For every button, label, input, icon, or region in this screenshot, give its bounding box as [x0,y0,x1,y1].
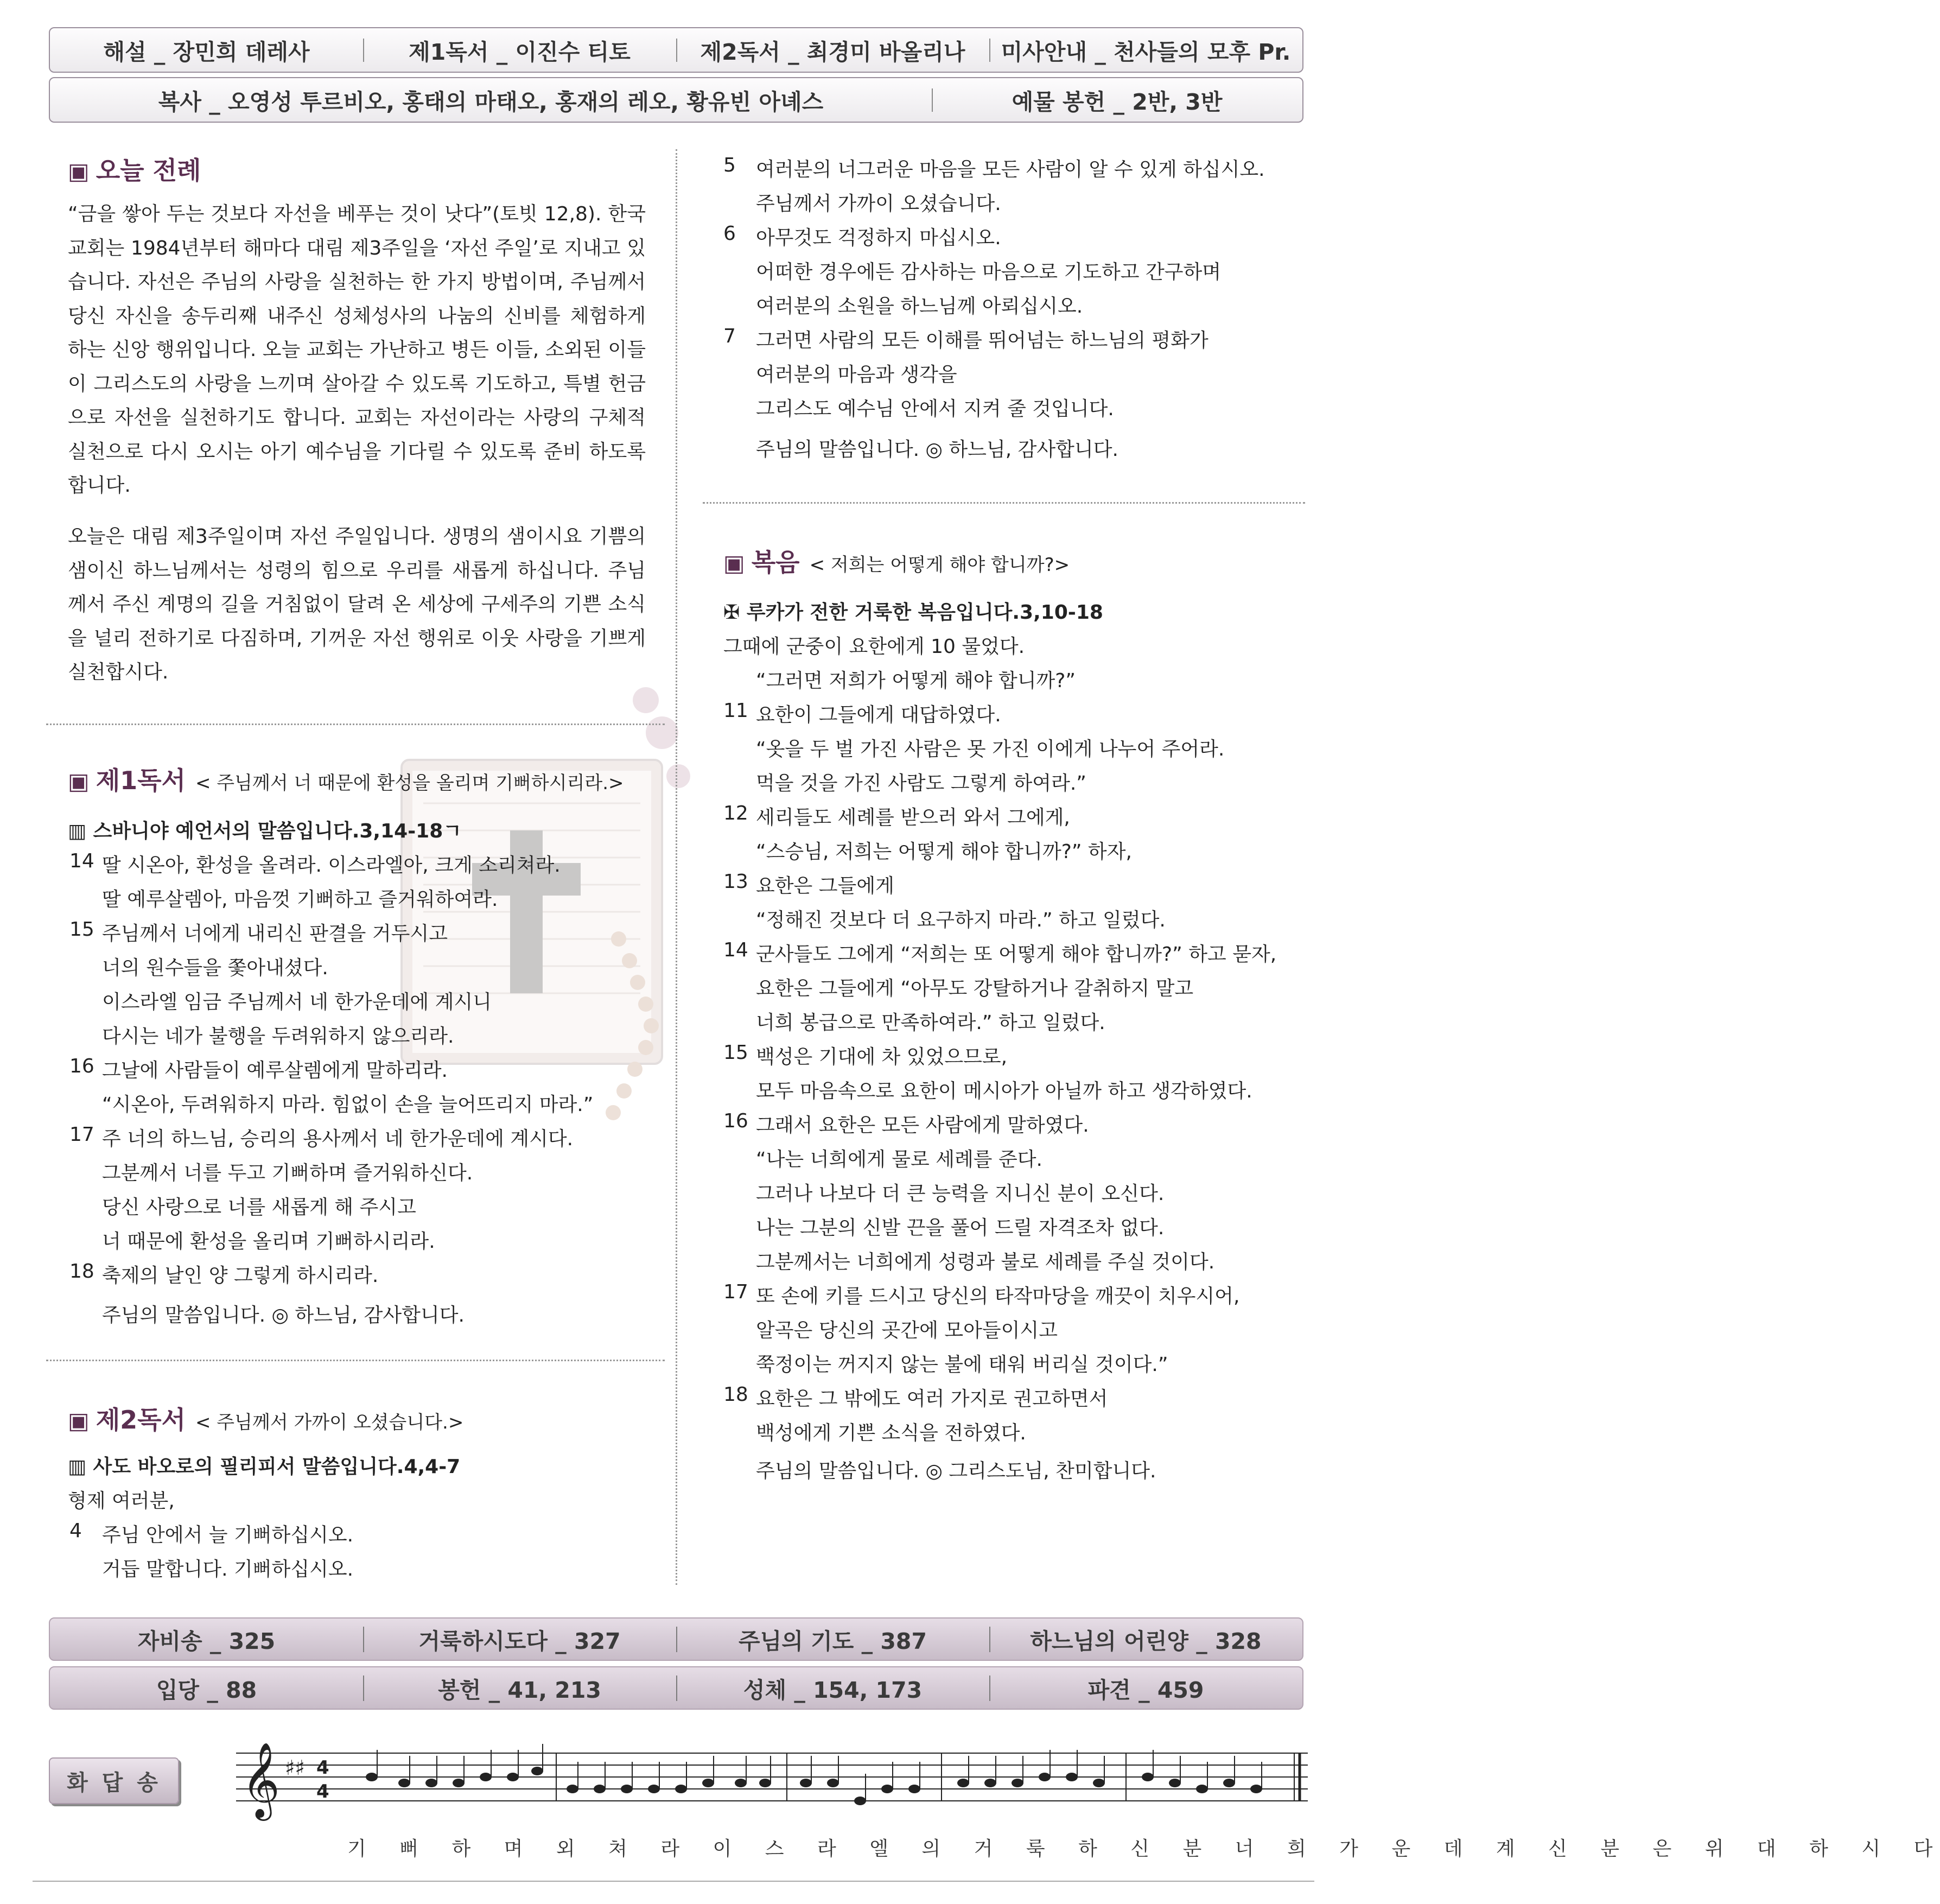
verse-text: 그날에 사람들이 예루살렘에게 말하리라. [102,1059,448,1082]
verse-text: “정해진 것보다 더 요구하지 마라.” 하고 일렀다. [756,909,1166,931]
note-head [881,1785,893,1793]
note-head [702,1779,714,1787]
verse-text: “나는 너희에게 물로 세례를 준다. [756,1148,1042,1171]
verse-text: 그래서 요한은 모든 사람에게 말하였다. [756,1114,1089,1137]
note-head [827,1779,839,1787]
verse-line [756,1247,1214,1274]
verse-text: 쭉정이는 꺼지지 않는 불에 태워 버리실 것이다.” [756,1354,1168,1376]
gospel-intro: 그때에 군중이 요한에게 10 물었다. [723,636,1025,658]
square-bullet-icon: ▣ [723,550,745,576]
verse-text: 너희 봉급으로 만족하여라.” 하고 일렀다. [756,1012,1105,1034]
reader1-info: 제1독서 _ 이진수 티토 [363,34,676,66]
verse-line [756,973,1193,1001]
svg-text:4: 4 [316,1757,329,1779]
agnus-dei-hymn: 하느님의 어린양 _ 328 [989,1623,1302,1655]
header-row-roles [49,27,1303,73]
verse-line [102,1192,416,1220]
verse-number: 13 [723,871,748,893]
verse-text: 세리들도 세례를 받으러 와서 그에게, [756,807,1070,829]
verse-text: 군사들도 그에게 “저희는 또 어떻게 해야 합니까?” 하고 묻자, [756,943,1277,966]
verse-line [723,1110,1089,1138]
verse-line [723,802,1070,830]
commentator-info: 해설 _ 장민희 데레사 [103,39,310,65]
verse-number: 18 [69,1260,94,1283]
reading1-subtitle: < 주님께서 너 때문에 환성을 올리며 기뻐하시리라.> [195,772,624,794]
kyrie-hymn: 자비송 _ 325 [137,1628,276,1654]
liturgy-paragraph-2: 오늘은 대림 제3주일이며 자선 주일입니다. 생명의 샘이시요 기쁨의 샘이신 하느님께서는 성령의 힘으로 우리를 새롭게 하십니다. 주님께서 주신 계명의 길을 거침없이 달려 온 세상에 구세주의 기쁜 소식을 널리 전하기로 다짐하며, 기꺼운 자선 행위로 이웃 사랑을 기쁘게 실천합시다. [68,525,646,683]
note-head [800,1779,812,1787]
verse-text: “그러면 저희가 어떻게 해야 합니까?” [756,670,1076,692]
verse-number: 11 [723,700,748,722]
verse-text: 딸 시온아, 환성을 올려라. 이스라엘아, 크게 소리쳐라. [102,854,561,877]
verse-text: 그러면 사람의 모든 이해를 뛰어넘는 하느님의 평화가 [756,329,1208,352]
altar-servers-info: 복사 _ 오영성 투르비오, 홍태의 마태오, 홍재의 레오, 황유빈 아녜스 [158,88,824,115]
verse-line [756,836,1132,864]
reading1-closing: 주님의 말씀입니다. ◎ 하느님, 감사합니다. [102,1304,465,1327]
verse-text: 알곡은 당신의 곳간에 모아들이시고 [756,1319,1058,1342]
verse-number: 6 [723,223,736,245]
verse-text: 거듭 말합니다. 기뻐하십시오. [102,1558,354,1581]
verse-line [102,1089,593,1117]
verse-line [756,1418,1026,1445]
verse-text: 아무것도 걱정하지 마십시오. [756,227,1001,249]
section-separator [46,723,665,725]
verse-line [723,1042,1008,1069]
verse-text: 나는 그분의 신발 끈을 풀어 드릴 자격조차 없다. [756,1217,1165,1239]
verse-line [756,394,1114,421]
gospel-section-title: ▣ 복음 < 저희는 어떻게 해야 합니까?> [723,548,1070,577]
note-head [648,1785,660,1793]
verse-line [756,905,1166,932]
verse-line [723,223,1001,250]
note-head [759,1779,771,1787]
verse-text: “스승님, 저희는 어떻게 해야 합니까?” 하자, [756,841,1132,863]
verse-number: 18 [723,1383,748,1406]
note-head [453,1779,465,1787]
section-separator [703,502,1305,504]
verse-line [102,1158,473,1185]
hymn-bar-proper [49,1666,1303,1710]
verse-number: 17 [69,1124,94,1146]
responsorial-lyrics: 기 뻐 하 며 외 쳐 라 이 스 라 엘 의 거 룩 하 신 분 너 희 가 운 데 계 신 분 은 위 대 하 시 다 [347,1838,1940,1860]
offertory-hymn: 봉헌 _ 41, 213 [363,1672,676,1704]
verse-text: 여러분의 소원을 하느님께 아뢰십시오. [756,295,1083,318]
verse-number: 5 [723,154,736,176]
verse-number: 7 [723,325,736,347]
header-row-servers [49,77,1303,123]
verse-text: 딸 예루살렘아, 마음껏 기뻐하고 즐거워하여라. [102,888,498,911]
verse-text: 축제의 날인 양 그렇게 하시리라. [102,1265,379,1287]
verse-line [723,700,1001,727]
note-head [957,1779,969,1787]
column-divider [676,149,677,1585]
verse-line [69,1124,574,1151]
verse-text: 주님께서 너에게 내리신 판결을 거두시고 [102,923,448,945]
responsorial-psalm-label: 화 답 송 [49,1757,179,1804]
verse-line [69,918,448,946]
note-head [1223,1779,1235,1787]
verse-line [756,1213,1164,1240]
verse-text: 다시는 네가 불행을 두려워하지 않으리라. [102,1025,454,1048]
verse-text: 그분께서 너를 두고 기뻐하며 즐거워하신다. [102,1162,473,1184]
verse-line [69,850,561,878]
section-separator [46,1360,665,1361]
reading2-section-title: ▣ 제2독서 < 주님께서 가까이 오셨습니다.> [68,1405,464,1435]
verse-line [756,1076,1252,1103]
verse-line [102,1021,454,1049]
verse-text: 어떠한 경우에든 감사하는 마음으로 기도하고 간구하며 [756,261,1222,283]
note-head [1039,1773,1051,1781]
gospel-closing: 주님의 말씀입니다. ◎ 그리스도님, 찬미합니다. [756,1460,1156,1482]
note-head [908,1785,920,1793]
note-head [1250,1785,1262,1793]
verse-text: “옷을 두 벌 가진 사람은 못 가진 이에게 나누어 주어라. [756,738,1225,760]
note-head [1142,1773,1154,1781]
verse-line [723,1383,1108,1411]
verse-number: 12 [723,802,748,824]
verse-text: 또 손에 키를 드시고 당신의 타작마당을 깨끗이 치우시어, [756,1285,1240,1308]
note-head [1093,1779,1105,1787]
reading1-source: ▥ 스바니야 예언서의 말씀입니다.3,14-18ㄱ [68,820,462,842]
verse-line [756,734,1224,761]
verse-line [756,291,1083,319]
verse-text: 요한은 그들에게 “아무도 강탈하거나 갈취하지 말고 [756,978,1194,1000]
footer-rule [33,1881,1314,1882]
verse-text: 주 너의 하느님, 승리의 용사께서 네 한가운데에 계시다. [102,1128,574,1150]
note-head [594,1785,606,1793]
verse-text: 이스라엘 임금 주님께서 네 한가운데에 계시니 [102,991,492,1013]
verse-text: 그분께서는 너희에게 성령과 불로 세례를 주실 것이다. [756,1251,1215,1273]
verse-line [756,1349,1168,1377]
svg-text:4: 4 [316,1781,329,1803]
verse-number: 16 [723,1110,748,1132]
note-head [1012,1779,1023,1787]
verse-line [102,953,328,980]
verse-text: 먹을 것을 가진 사람도 그렇게 하여라.” [756,772,1086,795]
gospel-subtitle: < 저희는 어떻게 해야 합니까?> [809,554,1070,576]
verse-line [756,359,957,387]
sanctus-hymn: 거룩하시도다 _ 327 [363,1623,676,1655]
verse-number: 16 [69,1055,94,1077]
verse-text: 주님 안에서 늘 기뻐하십시오. [102,1524,354,1546]
verse-text: 그러나 나보다 더 큰 능력을 지니신 분이 오신다. [756,1183,1165,1205]
verse-line [723,871,894,898]
reader2-info: 제2독서 _ 최경미 바올리나 [676,34,989,66]
svg-text:𝄞: 𝄞 [241,1742,280,1818]
lords-prayer-hymn: 주님의 기도 _ 387 [676,1623,989,1655]
verse-text: 요한은 그들에게 [756,875,894,897]
verse-line [756,1144,1042,1172]
note-head [1066,1773,1078,1781]
svg-text:♯♯: ♯♯ [285,1756,305,1780]
verse-line [756,1178,1164,1206]
note-head [1196,1785,1208,1793]
verse-number: 14 [723,939,748,961]
reading2-subtitle: < 주님께서 가까이 오셨습니다.> [195,1412,464,1433]
note-head [366,1773,378,1781]
verse-text: 주님께서 가까이 오셨습니다. [756,193,1001,215]
verse-line [756,1007,1105,1035]
verse-number: 15 [723,1042,748,1064]
note-head [735,1779,747,1787]
note-head [425,1779,437,1787]
verse-line [69,1520,354,1547]
verse-number: 14 [69,850,94,872]
recessional-hymn: 파견 _ 459 [989,1672,1302,1704]
verse-line [756,1315,1058,1343]
reading2-intro: 형제 여러분, [68,1490,175,1512]
bible-cross-watermark-icon [391,668,695,1156]
note-head [567,1785,578,1793]
verse-line [69,1055,448,1083]
communion-hymn: 성체 _ 154, 173 [676,1672,989,1704]
verse-number: 17 [723,1281,748,1303]
verse-line [102,1554,353,1582]
verse-number: 4 [69,1520,82,1542]
verse-line [102,1226,435,1254]
note-head [480,1773,492,1781]
music-staff-icon [236,1731,1308,1824]
verse-text: “시온아, 두려워하지 마라. 힘없이 손을 늘어뜨리지 마라.” [102,1094,594,1116]
mass-guide-info: 미사안내 _ 천사들의 모후 Pr. [989,34,1302,66]
note-head [507,1773,519,1781]
hymn-bar-ordinary [49,1617,1303,1661]
square-bullet-icon: ▣ [68,768,90,795]
verse-text: 요한은 그 밖에도 여러 가지로 권고하면서 [756,1388,1108,1410]
note-head [531,1767,543,1775]
note-head [984,1779,996,1787]
verse-line [756,768,1086,796]
verse-line [723,1281,1240,1309]
verse-line [756,257,1221,284]
liturgy-paragraph-1: “금을 쌓아 두는 것보다 자선을 베푸는 것이 낫다”(토빗 12,8). 한국 교회는 1984년부터 해마다 대림 제3주일을 ‘자선 주일’로 지내고 있습니다. 자선은 주님의 사랑을 실천하는 한 가지 방법이며, 주님께서 당신 자신을 송두리째 내주신 성체성사의 나눔의 신비를 체험하게 하는 신앙 행위입니다. 오늘 교회는 가난하고 병든 이들, 소외된 이들이 그리스도의 사랑을 느끼며 살아갈 수 있도록 기도하고, 특별 헌금으로 자선을 실천하기도 합니다. 교회는 자선이라는 사랑의 구체적 실천으로 다시 오시는 아기 예수님을 기다릴 수 있도록 준비 하도록 합니다. [68,203,646,497]
verse-text: 모두 마음속으로 요한이 메시아가 아닐까 하고 생각하였다. [756,1080,1252,1102]
square-bullet-icon: ▣ [68,1407,90,1434]
verse-text: 백성에게 기쁜 소식을 전하였다. [756,1422,1026,1444]
verse-line [723,325,1208,353]
verse-line [723,154,1265,182]
verse-line [102,987,492,1014]
verse-text: 요한이 그들에게 대답하였다. [756,704,1001,726]
verse-text: 그리스도 예수님 안에서 지켜 줄 것입니다. [756,398,1114,420]
note-head [675,1785,687,1793]
reading2-source: ▥ 사도 바오로의 필리피서 말씀입니다.4,4-7 [68,1456,461,1478]
liturgy-section-title: ▣ 오늘 전례 [68,156,201,185]
note-head [1169,1779,1181,1787]
verse-line [756,665,1076,693]
entrance-hymn: 입당 _ 88 [156,1677,257,1703]
reading1-section-title: ▣ 제1독서 < 주님께서 너 때문에 환성을 올리며 기뻐하시리라.> [68,766,624,795]
note-head [621,1785,633,1793]
note-head [398,1779,410,1787]
square-bullet-icon: ▣ [68,158,90,185]
verse-line [102,884,498,912]
verse-text: 당신 사랑으로 너를 새롭게 해 주시고 [102,1196,416,1218]
verse-text: 여러분의 너그러운 마음을 모든 사람이 알 수 있게 하십시오. [756,158,1265,181]
verse-text: 백성은 기대에 차 있었으므로, [756,1046,1008,1068]
reading2-closing: 주님의 말씀입니다. ◎ 하느님, 감사합니다. [756,439,1118,461]
verse-text: 너 때문에 환성을 올리며 기뻐하시리라. [102,1230,435,1253]
verse-number: 15 [69,918,94,941]
offertory-info: 예물 봉헌 _ 2반, 3반 [932,84,1302,116]
verse-line [756,188,1001,216]
verse-text: 여러분의 마음과 생각을 [756,364,957,386]
gospel-source: ✠ 루카가 전한 거룩한 복음입니다.3,10-18 [723,601,1103,624]
verse-line [69,1260,379,1288]
verse-line [723,939,1277,967]
verse-text: 너의 원수들을 쫓아내셨다. [102,957,328,979]
note-head [854,1797,866,1805]
